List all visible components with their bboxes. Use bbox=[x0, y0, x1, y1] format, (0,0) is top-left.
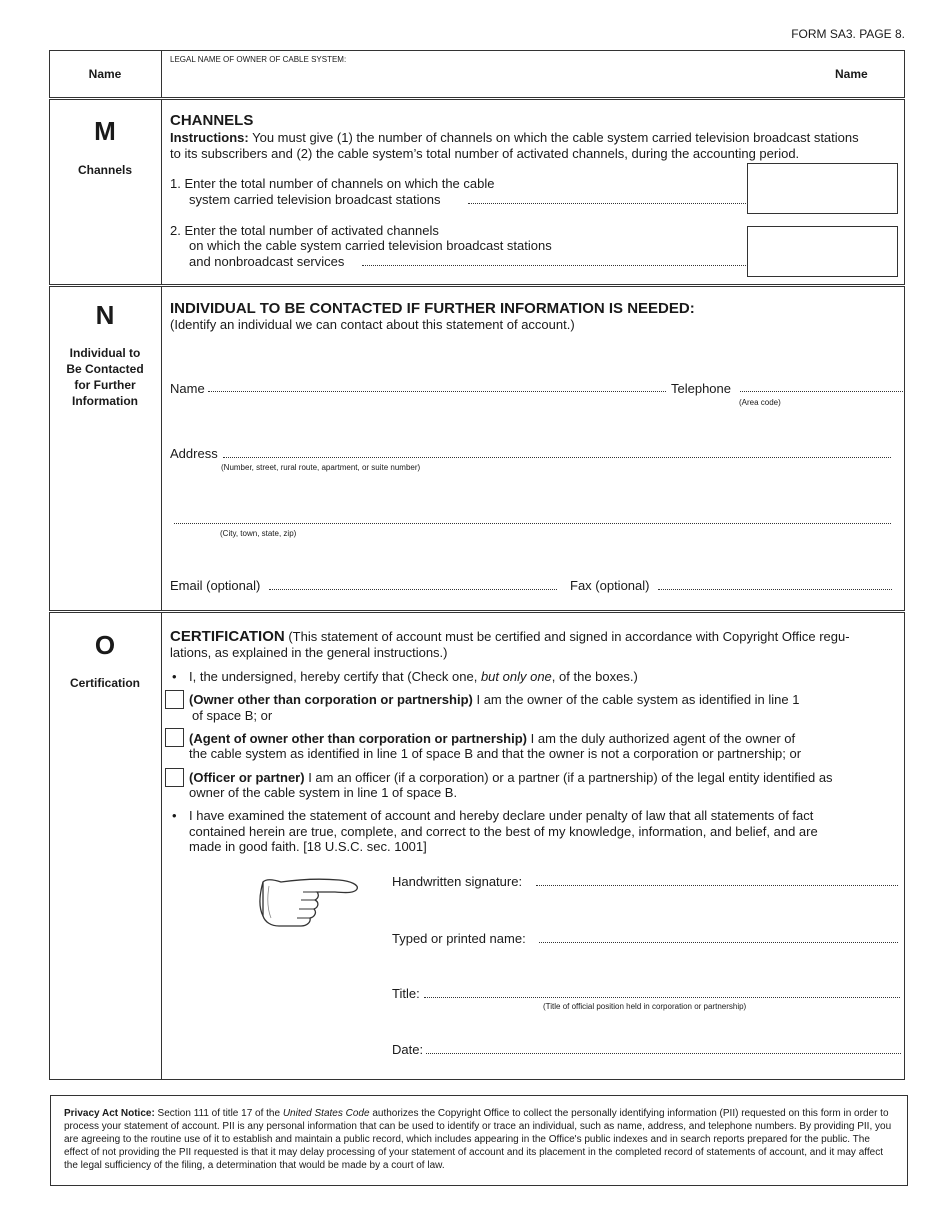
broadcast-channels-input[interactable] bbox=[747, 163, 898, 214]
item1-leader-dots bbox=[468, 203, 748, 204]
email-label: Email (optional) bbox=[170, 578, 261, 593]
form-page-number: FORM SA3. PAGE 8. bbox=[791, 27, 905, 41]
contact-title: INDIVIDUAL TO BE CONTACTED IF FURTHER INFORMATION IS NEEDED: bbox=[170, 300, 695, 317]
legal-name-field[interactable] bbox=[380, 58, 820, 88]
address-input[interactable] bbox=[223, 457, 891, 458]
certification-intro-line1: CERTIFICATION (This statement of account must be certified and signed in accordance with Copyright Office regu- bbox=[170, 628, 850, 645]
declaration-line1: I have examined the statement of account and hereby declare under penalty of law that all statements of fact bbox=[189, 808, 814, 823]
privacy-act-notice: Privacy Act Notice: Section 111 of title 17 of the United States Code authorizes the Copyright Office to collect the personally identifying information (PII) requested on this form in order to process your statement of account. PII is any personal information that can be used to identify or trace an individual, such as name, address, and telephone numbers. By providing PII, you are agreeing to the routine use of it to establish and maintain a public record, which includes appearing in the Office's public indexes and in search reports prepared for the public. The effect of not providing the PII requested is that it may delay processing of your statement of account and its placement in the completed record of statements of account, and it may affect the legal sufficiency of the filing, a determination that would be made by a court of law. bbox=[50, 1095, 908, 1186]
certification-intro-line2: lations, as explained in the general instructions.) bbox=[170, 645, 448, 660]
typed-name-input[interactable] bbox=[539, 942, 898, 943]
divider-name-m bbox=[49, 97, 905, 100]
contact-name-input[interactable] bbox=[208, 391, 666, 392]
pointing-hand-icon bbox=[255, 872, 365, 932]
date-label: Date: bbox=[392, 1042, 424, 1057]
officer-option-line1: (Officer or partner) I am an officer (if a corporation) or a partner (if a partnership) of the legal entity identified as bbox=[189, 770, 833, 785]
section-n-letter: N bbox=[95, 300, 115, 330]
date-input[interactable] bbox=[426, 1053, 901, 1054]
declaration-line2: contained herein are true, complete, and correct to the best of my knowledge, information, and belief, and are bbox=[189, 824, 818, 839]
column-divider bbox=[161, 50, 162, 1080]
divider-n-o bbox=[49, 610, 905, 613]
contact-subtitle: (Identify an individual we can contact about this statement of account.) bbox=[170, 317, 575, 332]
channels-instructions-line1: Instructions: You must give (1) the number of channels on which the cable system carried television broadcast stations bbox=[170, 130, 859, 145]
city-input[interactable] bbox=[174, 523, 891, 524]
channels-title: CHANNELS bbox=[170, 112, 254, 129]
item2-leader-dots bbox=[362, 265, 746, 266]
section-o-label: Certification bbox=[69, 676, 140, 690]
title-label: Title: bbox=[392, 986, 420, 1001]
agent-option-line1: (Agent of owner other than corporation or partnership) I am the duly authorized agent of the owner of bbox=[189, 731, 796, 746]
fax-label: Fax (optional) bbox=[570, 578, 650, 593]
owner-option-line1: (Owner other than corporation or partnership) I am the owner of the cable system as identified in line 1 bbox=[189, 692, 800, 707]
contact-name-label: Name bbox=[170, 381, 205, 396]
declaration-line3: made in good faith. [18 U.S.C. sec. 1001] bbox=[189, 839, 427, 854]
area-code-hint: (Area code) bbox=[739, 398, 781, 407]
city-hint: (City, town, state, zip) bbox=[220, 529, 297, 538]
telephone-input[interactable] bbox=[740, 391, 903, 392]
item2-line3: and nonbroadcast services bbox=[189, 254, 345, 269]
section-m-letter: M bbox=[94, 116, 116, 146]
agent-option-line2: the cable system as identified in line 1 of space B and that the owner is not a corporation or partnership; or bbox=[189, 746, 802, 761]
certify-instruction: I, the undersigned, hereby certify that (Check one, but only one, of the boxes.) bbox=[189, 669, 638, 684]
item2-line1: 2. Enter the total number of activated channels bbox=[170, 223, 439, 238]
email-input[interactable] bbox=[269, 589, 557, 590]
signature-label: Handwritten signature: bbox=[392, 874, 523, 889]
fax-input[interactable] bbox=[658, 589, 892, 590]
telephone-label: Telephone bbox=[671, 381, 731, 396]
owner-checkbox[interactable] bbox=[165, 690, 184, 709]
official-title-input[interactable] bbox=[424, 997, 900, 998]
legal-name-label: LEGAL NAME OF OWNER OF CABLE SYSTEM: bbox=[170, 55, 347, 64]
item2-line2: on which the cable system carried television broadcast stations bbox=[189, 238, 552, 253]
agent-checkbox[interactable] bbox=[165, 728, 184, 747]
activated-channels-input[interactable] bbox=[747, 226, 898, 277]
channels-instructions-line2: to its subscribers and (2) the cable system’s total number of activated channels, during the accounting period. bbox=[170, 146, 800, 161]
address-hint: (Number, street, rural route, apartment, or suite number) bbox=[221, 463, 421, 472]
section-m-label: Channels bbox=[77, 163, 132, 177]
address-label: Address bbox=[170, 446, 218, 461]
signature-input[interactable] bbox=[536, 885, 898, 886]
name-side-label: Name bbox=[88, 67, 122, 81]
officer-option-line2: owner of the cable system in line 1 of space B. bbox=[189, 785, 458, 800]
section-o-letter: O bbox=[94, 630, 116, 660]
owner-option-line2: of space B; or bbox=[192, 708, 273, 723]
title-hint: (Title of official position held in corporation or partnership) bbox=[543, 1002, 747, 1011]
name-right-label: Name bbox=[835, 67, 868, 81]
item1-line2: system carried television broadcast stations bbox=[189, 192, 441, 207]
declare-bullet: • bbox=[172, 808, 177, 823]
section-n-label: Individual to Be Contacted for Further Information bbox=[66, 346, 144, 408]
officer-checkbox[interactable] bbox=[165, 768, 184, 787]
certify-bullet: • bbox=[172, 669, 177, 684]
typed-name-label: Typed or printed name: bbox=[392, 931, 526, 946]
divider-m-n bbox=[49, 284, 905, 287]
item1-line1: 1. Enter the total number of channels on which the cable bbox=[170, 176, 495, 191]
